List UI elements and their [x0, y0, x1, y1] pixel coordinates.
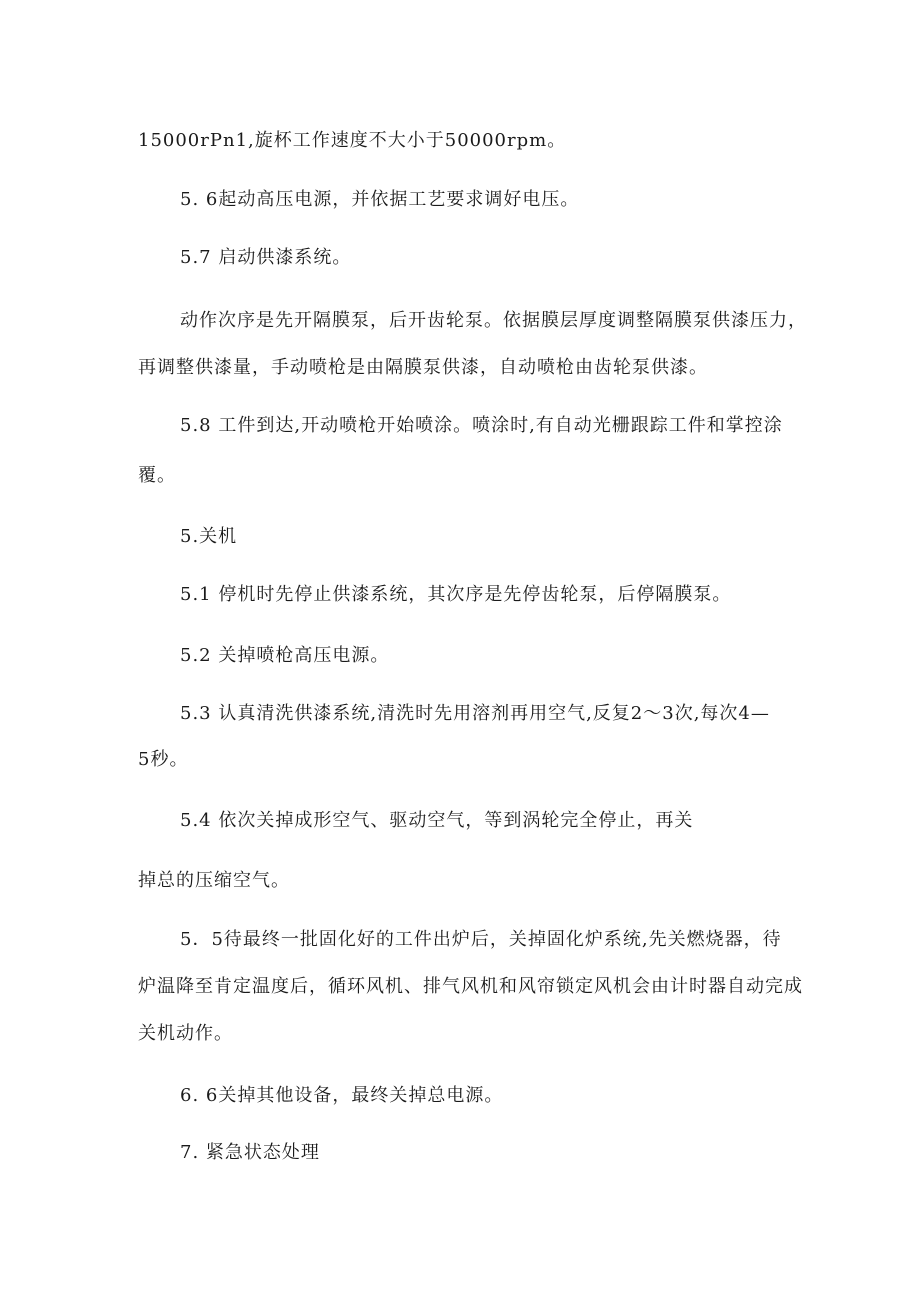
- text-line-rotary-cup-speed: 15000rPn1,旋杯工作速度不大小于50000rpm。: [138, 130, 567, 151]
- text-line-step-5-8-cont: 覆。: [138, 465, 176, 486]
- text-line-step-5-2: 5.2 关掉喷枪高压电源。: [180, 645, 390, 666]
- section-heading-emergency: 7. 紧急状态处理: [180, 1142, 320, 1163]
- text-line-step-6-6: 6. 6关掉其他设备，最终关掉总电源。: [180, 1085, 504, 1106]
- text-line-step-5-8: 5.8 工件到达,开动喷枪开始喷涂。喷涂时,有自动光栅跟踪工件和掌控涂: [180, 415, 783, 436]
- text-line-pump-order: 动作次序是先开隔膜泵，后开齿轮泵。依据膜层厚度调整隔膜泵供漆压力，: [180, 310, 807, 331]
- text-line-step-5-5-end: 关机动作。: [138, 1023, 233, 1044]
- text-line-step-5-4: 5.4 依次关掉成形空气、驱动空气，等到涡轮完全停止，再关: [180, 810, 694, 831]
- text-line-step-5-7: 5.7 启动供漆系统。: [180, 247, 352, 268]
- text-line-step-5-3-cont: 5秒。: [138, 749, 189, 770]
- text-line-pump-order-cont: 再调整供漆量，手动喷枪是由隔膜泵供漆，自动喷枪由齿轮泵供漆。: [138, 357, 708, 378]
- text-line-step-5-4-cont: 掉总的压缩空气。: [138, 870, 290, 891]
- text-line-step-5-6: 5. 6起动高压电源，并依据工艺要求调好电压。: [180, 189, 580, 210]
- text-line-step-5-5: 5．5待最终一批固化好的工件出炉后，关掉固化炉系统,先关燃烧器，待: [180, 929, 782, 950]
- section-heading-shutdown: 5.关机: [180, 526, 238, 547]
- text-line-step-5-5-cont: 炉温降至肯定温度后，循环风机、排气风机和风帘锁定风机会由计时器自动完成: [138, 976, 803, 997]
- text-line-step-5-3: 5.3 认真清洗供漆系统,清洗时先用溶剂再用空气,反复2～3次,每次4—: [180, 703, 770, 724]
- text-line-step-5-1: 5.1 停机时先停止供漆系统，其次序是先停齿轮泵，后停隔膜泵。: [180, 584, 732, 605]
